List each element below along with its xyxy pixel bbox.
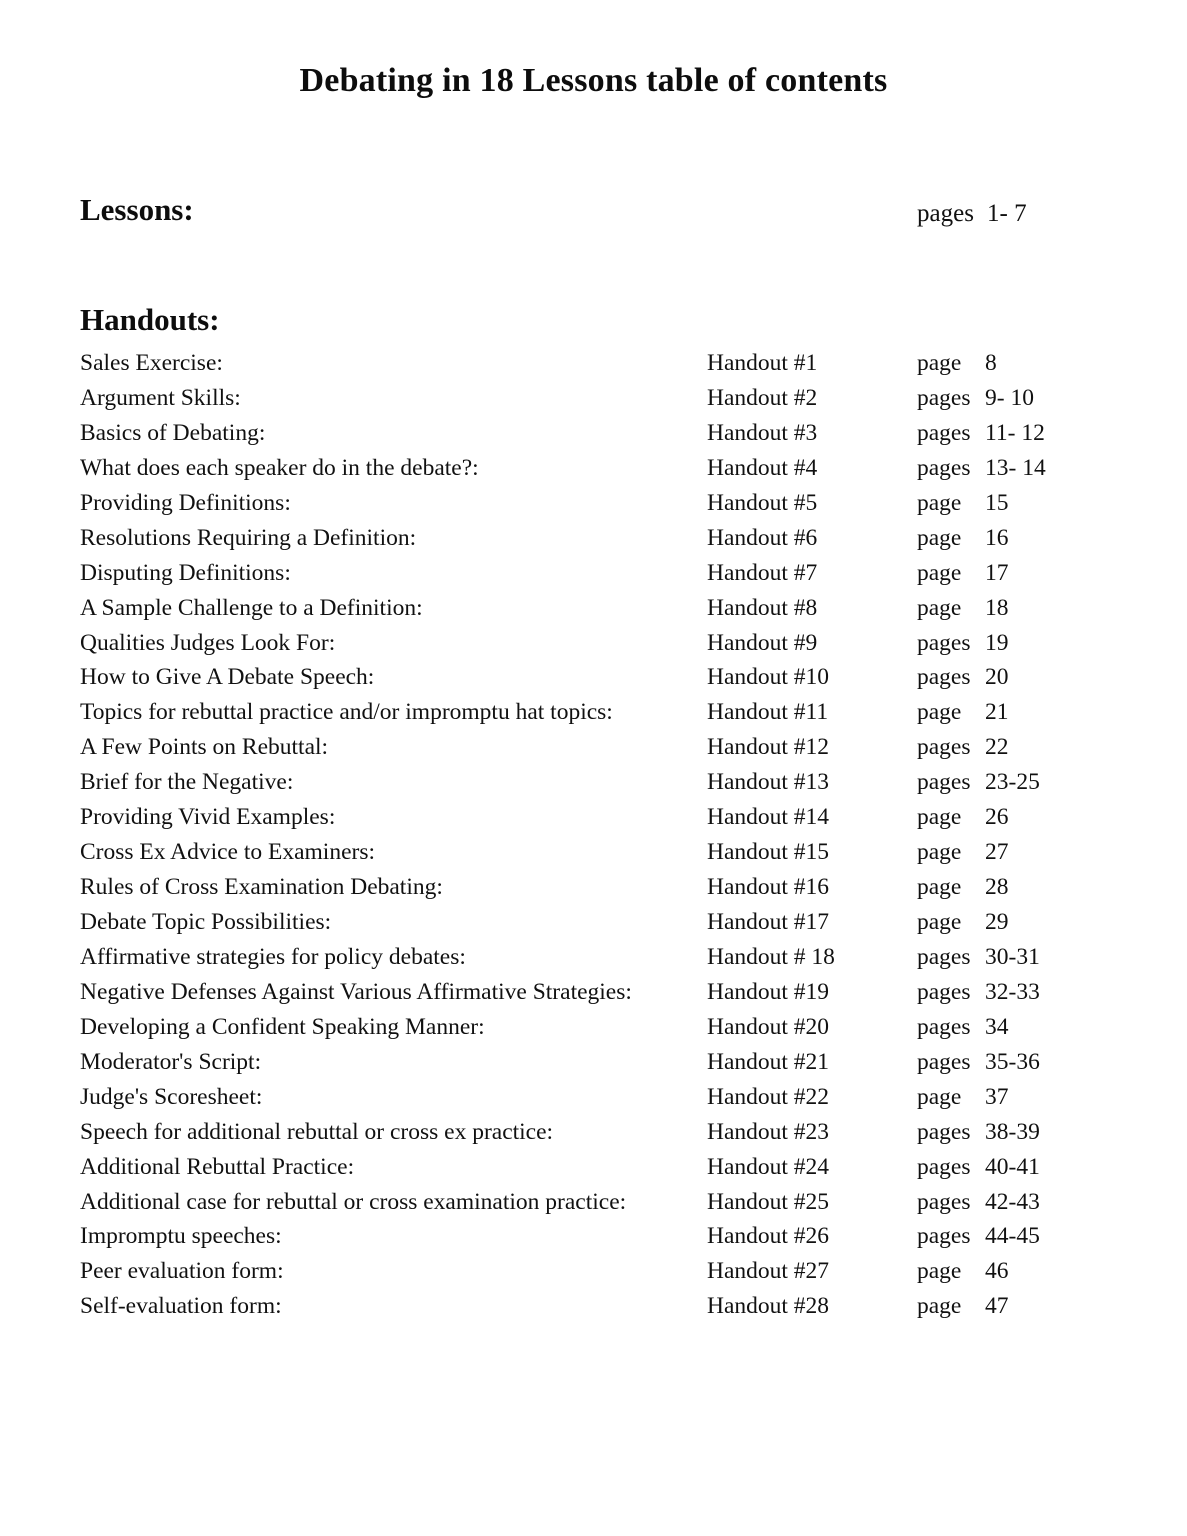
toc-row xyxy=(80,626,1167,661)
toc-row-page-word: pages xyxy=(917,664,971,691)
toc-row-title: Topics for rebuttal practice and/or impromptu hat topics: xyxy=(80,699,613,726)
toc-row-page-word: page xyxy=(917,804,962,831)
toc-row-page-number: 38-39 xyxy=(985,1118,1040,1145)
toc-row-page-number: 22 xyxy=(985,734,1009,761)
toc-row-page-number: 26 xyxy=(985,804,1009,831)
toc-row-title: Judge's Scoresheet: xyxy=(80,1083,263,1110)
toc-row-title: Debate Topic Possibilities: xyxy=(80,909,332,935)
lessons-section xyxy=(80,192,1147,232)
toc-row xyxy=(80,1150,1167,1185)
toc-row-page-word: pages xyxy=(917,384,971,411)
toc-row-title: What does each speaker do in the debate?: xyxy=(80,454,479,481)
toc-row-page-number: 11- 12 xyxy=(985,419,1045,446)
toc-row-title: Affirmative strategies for policy debates: xyxy=(80,943,466,970)
lessons-heading: Lessons: xyxy=(80,192,194,227)
toc-row xyxy=(80,521,1167,556)
toc-row-handout: Handout #24 xyxy=(707,1153,830,1180)
toc-row xyxy=(80,1254,1167,1289)
toc-row-handout: Handout #8 xyxy=(707,594,818,621)
toc-row xyxy=(80,381,1167,416)
toc-row-page-word: pages xyxy=(917,734,971,761)
toc-row-handout: Handout #20 xyxy=(707,1013,830,1040)
toc-row-title: Basics of Debating: xyxy=(80,419,266,446)
toc-row xyxy=(80,591,1167,626)
toc-row xyxy=(80,940,1167,975)
toc-row-page-number: 34 xyxy=(985,1013,1009,1040)
toc-row-handout: Handout #23 xyxy=(707,1118,830,1145)
toc-row-page-number: 37 xyxy=(985,1083,1009,1110)
toc-row-page-word: pages xyxy=(917,943,971,970)
toc-row xyxy=(80,1010,1167,1045)
toc-row xyxy=(80,870,1167,905)
toc-row xyxy=(80,1080,1167,1115)
toc-row-page-number: 30-31 xyxy=(985,943,1040,970)
toc-row-page-number: 13- 14 xyxy=(985,454,1046,481)
toc-row-page-number: 15 xyxy=(985,489,1009,516)
toc-row-handout: Handout #2 xyxy=(707,384,818,411)
toc-row-handout: Handout #22 xyxy=(707,1083,830,1110)
toc-row-page-number: 46 xyxy=(985,1258,1009,1285)
toc-row xyxy=(80,730,1167,765)
handouts-section xyxy=(80,302,1147,342)
toc-row-handout: Handout #16 xyxy=(707,874,830,901)
toc-row-handout: Handout #13 xyxy=(707,769,830,796)
toc-row-handout: Handout #28 xyxy=(707,1293,830,1320)
toc-row-page-number: 17 xyxy=(985,559,1009,586)
handouts-heading: Handouts: xyxy=(80,302,220,337)
toc-row-title: A Few Points on Rebuttal: xyxy=(80,734,329,761)
toc-row-page-word: pages xyxy=(917,1223,971,1250)
toc-row xyxy=(80,905,1167,940)
toc-row xyxy=(80,1045,1167,1080)
toc-row-handout: Handout #21 xyxy=(707,1048,830,1075)
toc-row-page-number: 18 xyxy=(985,594,1009,621)
lessons-pages xyxy=(917,200,1027,228)
toc-row xyxy=(80,346,1167,381)
toc-row-title: Self-evaluation form: xyxy=(80,1293,282,1320)
toc-row-page-word: pages xyxy=(917,1153,971,1180)
handouts-list xyxy=(80,346,1167,1324)
toc-row-page-word: page xyxy=(917,1258,962,1285)
toc-row-title: A Sample Challenge to a Definition: xyxy=(80,594,423,621)
toc-row-handout: Handout #25 xyxy=(707,1188,830,1215)
toc-row-handout: Handout # 18 xyxy=(707,943,835,970)
toc-row-handout: Handout #26 xyxy=(707,1223,830,1250)
toc-row-page-number: 8 xyxy=(985,350,997,376)
toc-row-page-word: pages xyxy=(917,419,971,446)
toc-row-page-word: page xyxy=(917,524,962,551)
toc-row-title: Providing Vivid Examples: xyxy=(80,804,336,831)
toc-row-handout: Handout #15 xyxy=(707,839,830,866)
toc-row-page-word: pages xyxy=(917,1048,971,1075)
toc-row xyxy=(80,486,1167,521)
toc-row-title: Additional case for rebuttal or cross examination practice: xyxy=(80,1188,627,1215)
toc-row-handout: Handout #6 xyxy=(707,524,818,551)
toc-row-title: Peer evaluation form: xyxy=(80,1258,284,1285)
toc-row-title: Qualities Judges Look For: xyxy=(80,629,336,656)
toc-row-page-number: 32-33 xyxy=(985,978,1040,1005)
toc-row-page-word: pages xyxy=(917,978,971,1005)
toc-row-handout: Handout #11 xyxy=(707,699,829,726)
toc-row-page-word: page xyxy=(917,1293,962,1320)
toc-row-title: Moderator's Script: xyxy=(80,1048,262,1075)
toc-row-page-number: 40-41 xyxy=(985,1153,1040,1180)
toc-row-handout: Handout #4 xyxy=(707,454,818,481)
toc-row xyxy=(80,800,1167,835)
toc-row-title: Rules of Cross Examination Debating: xyxy=(80,874,443,901)
toc-row-title: Negative Defenses Against Various Affirmative Strategies: xyxy=(80,978,632,1005)
toc-row-page-word: page xyxy=(917,489,962,516)
toc-row-title: Providing Definitions: xyxy=(80,489,291,516)
toc-row-handout: Handout #10 xyxy=(707,664,830,691)
toc-row xyxy=(80,451,1167,486)
toc-row-page-word: pages xyxy=(917,769,971,796)
toc-row-page-number: 16 xyxy=(985,524,1009,551)
toc-row xyxy=(80,1219,1167,1254)
toc-row-title: Speech for additional rebuttal or cross ex practice: xyxy=(80,1118,554,1145)
toc-row-page-number: 29 xyxy=(985,909,1009,935)
toc-row-page-number: 28 xyxy=(985,874,1009,901)
toc-row-page-word: pages xyxy=(917,629,971,656)
toc-row-title: Brief for the Negative: xyxy=(80,769,294,796)
toc-row-handout: Handout #1 xyxy=(707,350,818,376)
page-title: Debating in 18 Lessons table of contents xyxy=(299,62,888,99)
toc-row-page-number: 23-25 xyxy=(985,769,1040,796)
toc-row-page-word: page xyxy=(917,594,962,621)
toc-row-page-number: 35-36 xyxy=(985,1048,1040,1075)
toc-row-page-number: 9- 10 xyxy=(985,384,1034,411)
toc-row-page-word: page xyxy=(917,699,962,726)
toc-row-page-word: page xyxy=(917,874,962,901)
toc-row xyxy=(80,556,1167,591)
toc-row xyxy=(80,1115,1167,1150)
toc-row-handout: Handout #12 xyxy=(707,734,830,761)
lessons-pages-word: pages xyxy=(917,200,974,227)
toc-row-handout: Handout #27 xyxy=(707,1258,830,1285)
toc-row-handout: Handout #3 xyxy=(707,419,818,446)
toc-row-page-word: pages xyxy=(917,1013,971,1040)
toc-row-handout: Handout #14 xyxy=(707,804,830,831)
toc-row-title: Resolutions Requiring a Definition: xyxy=(80,524,417,551)
toc-row-page-number: 20 xyxy=(985,664,1009,691)
toc-row-page-word: page xyxy=(917,839,962,866)
lessons-pages-range: 1- 7 xyxy=(987,200,1027,227)
toc-row-title: Additional Rebuttal Practice: xyxy=(80,1153,355,1180)
toc-row-page-number: 27 xyxy=(985,839,1009,866)
toc-row xyxy=(80,660,1167,695)
toc-row-page-word: page xyxy=(917,1083,962,1110)
toc-row-handout: Handout #19 xyxy=(707,978,830,1005)
toc-row-page-word: page xyxy=(917,559,962,586)
toc-row-title: Argument Skills: xyxy=(80,384,241,411)
toc-row-page-word: pages xyxy=(917,454,971,481)
toc-row xyxy=(80,1289,1167,1324)
toc-row xyxy=(80,835,1167,870)
toc-row-title: Sales Exercise: xyxy=(80,350,223,376)
toc-row-page-word: page xyxy=(917,350,962,376)
toc-row-handout: Handout #7 xyxy=(707,559,818,586)
toc-row-page-number: 19 xyxy=(985,629,1009,656)
toc-row-page-word: pages xyxy=(917,1118,971,1145)
toc-row-handout: Handout #17 xyxy=(707,909,830,935)
toc-row xyxy=(80,1185,1167,1220)
toc-row-handout: Handout #5 xyxy=(707,489,818,516)
toc-row xyxy=(80,695,1167,730)
toc-row-page-number: 47 xyxy=(985,1293,1009,1320)
toc-row-title: Impromptu speeches: xyxy=(80,1223,282,1250)
toc-row-title: Developing a Confident Speaking Manner: xyxy=(80,1013,485,1040)
toc-row-page-word: pages xyxy=(917,1188,971,1215)
toc-row-title: Disputing Definitions: xyxy=(80,559,291,586)
toc-row-page-number: 42-43 xyxy=(985,1188,1040,1215)
toc-row-page-number: 44-45 xyxy=(985,1223,1040,1250)
toc-row-title: Cross Ex Advice to Examiners: xyxy=(80,839,376,866)
toc-row xyxy=(80,765,1167,800)
toc-row xyxy=(80,416,1167,451)
toc-row-page-number: 21 xyxy=(985,699,1009,726)
toc-row-title: How to Give A Debate Speech: xyxy=(80,664,375,691)
toc-row-handout: Handout #9 xyxy=(707,629,818,656)
toc-row-page-word: page xyxy=(917,909,962,935)
toc-row xyxy=(80,975,1167,1010)
